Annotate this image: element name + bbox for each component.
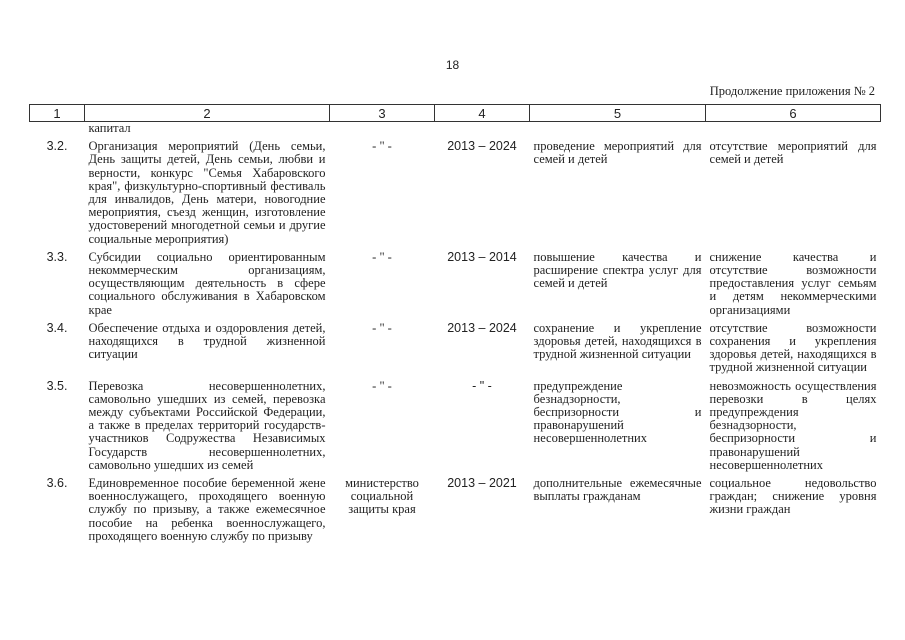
row-consequence: отсутствие возможности сохранения и укрепления здоровья детей, находящихся в трудной жизненной ситуации	[709, 320, 877, 375]
table-row	[30, 375, 881, 472]
row-consequence: социальное недовольство граждан; снижение уровня жизни граждан	[709, 476, 877, 517]
program-table	[29, 104, 881, 543]
row-years: 2013 – 2021	[447, 476, 517, 491]
row-executor: министерство социальной защиты края	[345, 476, 419, 517]
continuation-label: Продолжение приложения № 2	[709, 84, 875, 98]
row-result: дополнительные ежемесячные выплаты гражданам	[533, 476, 702, 504]
header-col-1: 1	[30, 105, 85, 122]
row-years: 2013 – 2024	[447, 139, 517, 154]
row-event: Организация мероприятий (День семьи, День защиты детей, День семьи, любви и верности, конкурс "Семья Хабаровского края", физкультурно-спортивный фестиваль для инвалидов, День матери, новогодние мероприятия, съезд женщин, изготовление удостоверений многодетной семьи и другие социальные мероприятия)	[88, 139, 326, 246]
row-result: повышение качества и расширение спектра услуг для семей и детей	[533, 249, 702, 291]
row-years: - " -	[472, 378, 492, 393]
row-executor: - " -	[372, 378, 392, 393]
row-result: сохранение и укрепление здоровья детей, находящихся в трудной жизненной ситуации	[533, 320, 702, 362]
header-col-4: 4	[435, 105, 530, 122]
row-event: Перевозка несовершеннолетних, самовольно ушедших из семей, перевозка между субъектами Российской Федерации, а также в пределах территорий государств-участников Содружества Независимых Государств несовершеннолетних, самовольно ушедших из семей	[88, 378, 326, 472]
page-number: 18	[445, 58, 460, 72]
row-number: 3.2.	[46, 139, 68, 154]
row-executor: - " -	[372, 320, 392, 335]
row-event: Единовременное пособие беременной жене военнослужащего, проходящего военную службу по призыву, а также ежемесячное пособие на ребенка военнослужащего, проходящего военную службу по призыву	[88, 476, 326, 543]
row-result: проведение мероприятий для семей и детей	[533, 139, 702, 167]
row-number: 3.4.	[46, 320, 68, 335]
row-number: 3.5.	[46, 378, 68, 393]
table-row	[30, 122, 881, 136]
row-years: 2013 – 2024	[447, 320, 517, 335]
table-row	[30, 135, 881, 246]
row-executor: - " -	[372, 249, 392, 264]
row-years: 2013 – 2014	[447, 249, 517, 264]
header-col-5: 5	[530, 105, 706, 122]
row-consequence: снижение качества и отсутствие возможности предоставления услуг семьям и детям некоммерческими организациями	[709, 249, 877, 317]
header-col-3: 3	[330, 105, 435, 122]
table-row	[30, 472, 881, 543]
row-consequence: отсутствие мероприятий для семей и детей	[709, 139, 877, 167]
row-number: 3.6.	[46, 476, 68, 491]
row-number: 3.3.	[46, 249, 68, 264]
row-executor: - " -	[372, 139, 392, 154]
table-row	[30, 246, 881, 317]
row-event: Субсидии социально ориентированным некоммерческим организациям, осуществляющим деятельность в сфере социального обслуживания в Хабаровском крае	[88, 249, 326, 317]
row-event: Обеспечение отдыха и оздоровления детей, находящихся в трудной жизненной ситуации	[88, 320, 326, 362]
row-consequence: невозможность осуществления перевозки в целях предупреждения безнадзорности, беспризорности и правонарушений несовершеннолетних	[709, 378, 877, 472]
row-result: предупреждение безнадзорности, беспризорности и правонарушений несовершеннолетних	[533, 378, 702, 446]
table-row	[30, 317, 881, 375]
header-col-6: 6	[706, 105, 881, 122]
header-col-2: 2	[85, 105, 330, 122]
carryover-text: капитал	[88, 121, 131, 135]
table-header-row	[30, 105, 881, 122]
